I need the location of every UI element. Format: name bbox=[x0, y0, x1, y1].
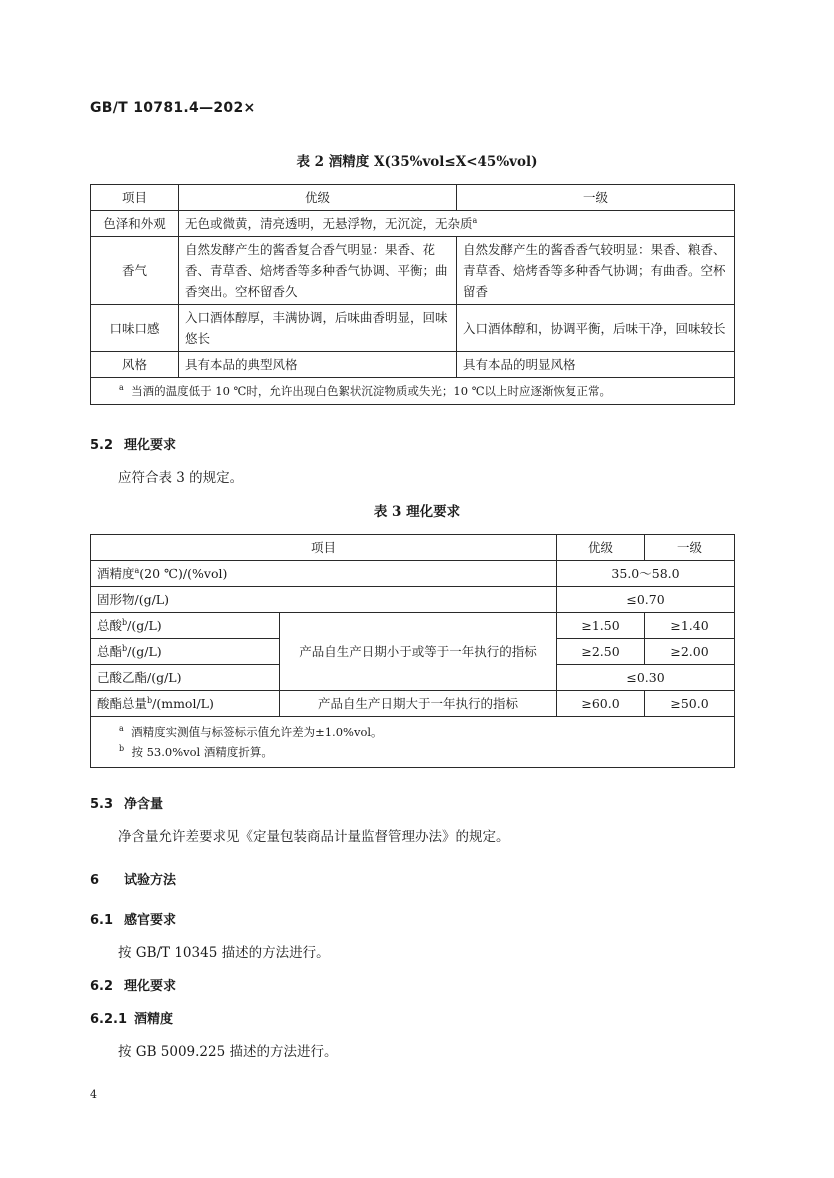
table2-row-aroma-grade2: 自然发酵产生的酱香香气较明显：果香、粮香、青草香、焙烤香等多种香气协调；有曲香。空杯留香 bbox=[457, 237, 735, 305]
table3 bbox=[90, 534, 735, 768]
section-number: 6.2.1 bbox=[90, 1012, 128, 1027]
footnote-a bbox=[119, 722, 728, 742]
table3-acid-grade1: ≥1.50 bbox=[557, 613, 645, 639]
table2-footnote bbox=[91, 378, 735, 405]
table3-head-grade1: 优级 bbox=[557, 535, 645, 561]
table2-head-item: 项目 bbox=[91, 185, 179, 211]
table3-ester-label bbox=[91, 639, 280, 665]
table2-head-grade1: 优级 bbox=[179, 185, 457, 211]
footnote-text: 酒精度实测值与标签标示值允许差为±1.0%vol。 bbox=[131, 725, 383, 739]
standard-code: GB/T 10781.4—202× bbox=[90, 100, 256, 116]
page-number: 4 bbox=[90, 1088, 97, 1101]
footnote-mark: b bbox=[119, 744, 125, 754]
section-title: 理化要求 bbox=[124, 979, 177, 994]
acid-ester-label-text: 酸酯总量 bbox=[97, 696, 148, 711]
footnote-b-marker: b bbox=[122, 643, 128, 653]
section-5-3-heading bbox=[90, 793, 163, 812]
table2-row-aroma-label: 香气 bbox=[91, 237, 179, 305]
footnote-a-marker: a bbox=[134, 565, 140, 575]
table2-row-style-grade2: 具有本品的明显风格 bbox=[457, 352, 735, 378]
section-5-2-heading bbox=[90, 434, 176, 453]
table2-row-taste-label: 口味口感 bbox=[91, 305, 179, 352]
footnote-a-mark: a bbox=[119, 382, 124, 392]
table3-ester-grade2: ≥2.00 bbox=[645, 639, 735, 665]
section-6-1-text: 按 GB/T 10345 描述的方法进行。 bbox=[118, 945, 330, 961]
acid-ester-unit: /(mmol/L) bbox=[152, 696, 214, 711]
table3-solids-label: 固形物/(g/L) bbox=[91, 587, 557, 613]
section-6-2-heading bbox=[90, 975, 176, 994]
table3-acid-grade2: ≥1.40 bbox=[645, 613, 735, 639]
footnote-mark: a bbox=[119, 724, 124, 734]
section-title: 理化要求 bbox=[124, 438, 177, 453]
table3-head-item: 项目 bbox=[91, 535, 557, 561]
table2-row-taste-grade2: 入口酒体醇和，协调平衡，后味干净，回味较长 bbox=[457, 305, 735, 352]
table2-caption: 表 2 酒精度 X(35%vol≤X<45%vol) bbox=[296, 154, 538, 170]
alcohol-label-text: 酒精度 bbox=[97, 566, 135, 581]
table3-acid-ester-grade2: ≥50.0 bbox=[645, 691, 735, 717]
acid-label-text: 总酸 bbox=[97, 618, 123, 633]
table3-acid-ester-label bbox=[91, 691, 280, 717]
table2-row-aroma-grade1: 自然发酵产生的酱香复合香气明显：果香、花香、青草香、焙烤香等多种香气协调、平衡；曲香突出。空杯留香久 bbox=[179, 237, 457, 305]
ester-unit: /(g/L) bbox=[127, 644, 162, 659]
section-6-1-heading bbox=[90, 909, 176, 928]
table3-ethyl-caproate-label: 己酸乙酯/(g/L) bbox=[91, 665, 280, 691]
section-title: 酒精度 bbox=[134, 1012, 174, 1027]
appearance-text: 无色或微黄，清亮透明，无悬浮物，无沉淀，无杂质 bbox=[185, 216, 473, 231]
section-6-2-1-heading bbox=[90, 1008, 173, 1027]
section-number: 6 bbox=[90, 873, 100, 888]
ester-label-text: 总酯 bbox=[97, 644, 123, 659]
section-5-2-text: 应符合表 3 的规定。 bbox=[118, 470, 244, 486]
table3-caption: 表 3 理化要求 bbox=[373, 504, 461, 520]
footnote-text: 按 53.0%vol 酒精度折算。 bbox=[131, 745, 273, 759]
table2-row-appearance-value bbox=[179, 211, 735, 237]
acid-unit: /(g/L) bbox=[127, 618, 162, 633]
table2-head-grade2: 一级 bbox=[457, 185, 735, 211]
section-number: 6.2 bbox=[90, 979, 114, 994]
section-5-3-text: 净含量允许差要求见《定量包装商品计量监督管理办法》的规定。 bbox=[118, 829, 510, 845]
table3-ethyl-caproate-value: ≤0.30 bbox=[557, 665, 735, 691]
section-number: 5.3 bbox=[90, 797, 114, 812]
table3-acid-ester-grade1: ≥60.0 bbox=[557, 691, 645, 717]
table3-footnotes bbox=[91, 717, 735, 768]
table3-solids-value: ≤0.70 bbox=[557, 587, 735, 613]
table3-ester-grade1: ≥2.50 bbox=[557, 639, 645, 665]
table3-condition-gt-one-year: 产品自生产日期大于一年执行的指标 bbox=[280, 691, 557, 717]
section-number: 5.2 bbox=[90, 438, 114, 453]
table2-row-style-grade1: 具有本品的典型风格 bbox=[179, 352, 457, 378]
footnote-b bbox=[119, 742, 728, 762]
footnote-a-text: 当酒的温度低于 10 ℃时，允许出现白色絮状沉淀物质或失光；10 ℃以上时应逐渐恢复正常。 bbox=[131, 383, 612, 398]
table3-alcohol-label bbox=[91, 561, 557, 587]
section-6-heading bbox=[90, 869, 176, 888]
table3-condition-le-one-year: 产品自生产日期小于或等于一年执行的指标 bbox=[280, 613, 557, 691]
section-title: 净含量 bbox=[124, 797, 164, 812]
table3-acid-label bbox=[91, 613, 280, 639]
table3-head-grade2: 一级 bbox=[645, 535, 735, 561]
table3-alcohol-value: 35.0～58.0 bbox=[557, 561, 735, 587]
section-6-2-1-text: 按 GB 5009.225 描述的方法进行。 bbox=[118, 1044, 338, 1060]
table2-row-taste-grade1: 入口酒体醇厚，丰满协调，后味曲香明显，回味悠长 bbox=[179, 305, 457, 352]
section-title: 试验方法 bbox=[124, 873, 177, 888]
table2-row-style-label: 风格 bbox=[91, 352, 179, 378]
footnote-b-marker: b bbox=[147, 695, 153, 705]
section-number: 6.1 bbox=[90, 913, 114, 928]
footnote-b-marker: b bbox=[122, 617, 128, 627]
footnote-a-marker: a bbox=[472, 215, 478, 225]
alcohol-unit: (20 ℃)/(%vol) bbox=[139, 566, 228, 581]
table2-row-appearance-label: 色泽和外观 bbox=[91, 211, 179, 237]
table2 bbox=[90, 184, 735, 405]
section-title: 感官要求 bbox=[124, 913, 177, 928]
